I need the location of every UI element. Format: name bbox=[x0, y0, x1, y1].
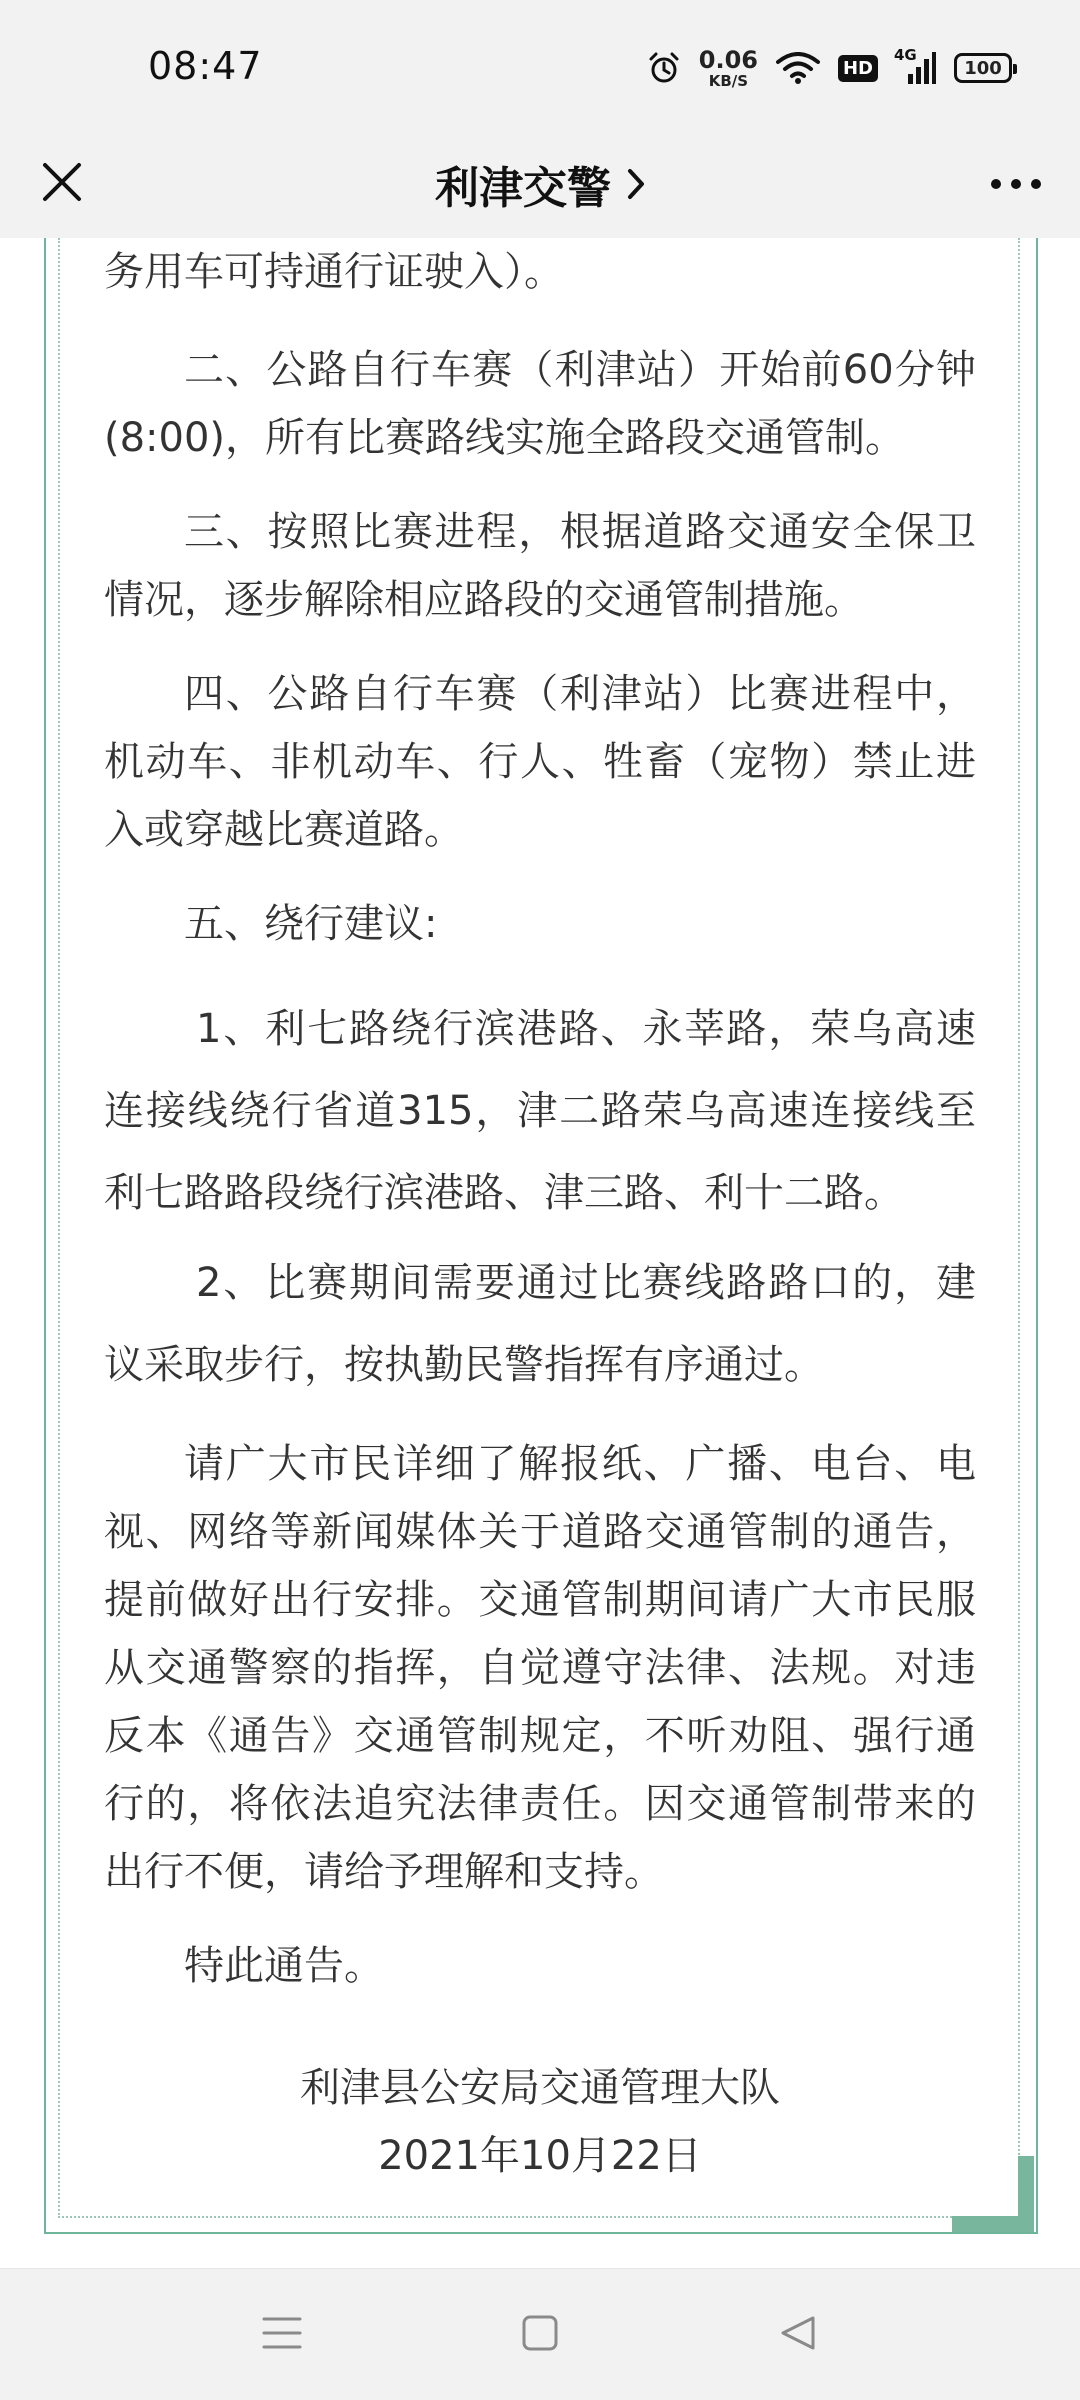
net-speed-unit: KB/S bbox=[708, 71, 749, 90]
nav-bar bbox=[0, 130, 1080, 238]
menu-button[interactable] bbox=[252, 2305, 312, 2365]
paragraph-7: 2、比赛期间需要通过比赛线路路口的，建议采取步行，按执勤民警指挥有序通过。 bbox=[104, 1260, 976, 1388]
paragraph-5: 五、绕行建议: bbox=[184, 901, 438, 947]
home-button[interactable] bbox=[510, 2305, 570, 2365]
network-type: 4G bbox=[894, 46, 917, 64]
paragraph-8: 请广大市民详细了解报纸、广播、电台、电视、网络等新闻媒体关于道路交通管制的通告，提前做好出行安排。交通管制期间请广大市民服从交通警察的指挥，自觉遵守法律、法规。对违反本《通告》交通管制规定，不听劝阻、强行通行的，将依法追究法律责任。因交通管制带来的出行不便，请给予理解和支持。 bbox=[104, 1441, 976, 1895]
paragraph-1: 务用车可持通行证驶入）。 bbox=[104, 249, 564, 295]
alarm-icon bbox=[647, 51, 681, 85]
paragraph-6: 1、利七路绕行滨港路、永莘路，荣乌高速连接线绕行省道315，津二路荣乌高速连接线至利七路路段绕行滨港路、津三路、利十二路。 bbox=[104, 1006, 976, 1216]
more-icon bbox=[990, 175, 1042, 194]
signal-icon bbox=[894, 46, 936, 86]
page-title: 利津交警 bbox=[435, 163, 611, 214]
back-icon bbox=[779, 2314, 817, 2356]
signature-org: 利津县公安局交通管理大队 bbox=[300, 2065, 780, 2111]
paragraph-2: 二、公路自行车赛（利津站）开始前60分钟(8:00)，所有比赛路线实施全路段交通管制。 bbox=[104, 347, 976, 461]
status-bar bbox=[0, 0, 1080, 130]
home-icon bbox=[521, 2314, 559, 2356]
net-speed bbox=[698, 45, 758, 90]
hd-icon: HD bbox=[838, 55, 878, 82]
more-button[interactable] bbox=[982, 150, 1050, 218]
paragraph-4: 四、公路自行车赛（利津站）比赛进程中，机动车、非机动车、行人、牲畜（宠物）禁止进入或穿越比赛道路。 bbox=[104, 671, 976, 853]
menu-icon bbox=[262, 2315, 302, 2355]
back-button[interactable] bbox=[768, 2305, 828, 2365]
status-time: 08:47 bbox=[148, 44, 263, 88]
chevron-right-icon bbox=[627, 168, 645, 200]
close-icon bbox=[41, 161, 83, 207]
status-icons bbox=[647, 46, 1012, 90]
paragraph-3: 三、按照比赛进程，根据道路交通安全保卫情况，逐步解除相应路段的交通管制措施。 bbox=[104, 509, 976, 623]
net-speed-value: 0.06 bbox=[698, 45, 758, 74]
battery-icon: 100 bbox=[954, 53, 1012, 83]
close-button[interactable] bbox=[28, 150, 96, 218]
system-nav-bar bbox=[0, 2268, 1080, 2400]
signature-date: 2021年10月22日 bbox=[378, 2133, 702, 2179]
paragraph-9: 特此通告。 bbox=[184, 1943, 384, 1989]
wifi-icon bbox=[776, 52, 820, 84]
account-title-link[interactable] bbox=[0, 130, 1080, 238]
article-content bbox=[104, 238, 976, 2190]
